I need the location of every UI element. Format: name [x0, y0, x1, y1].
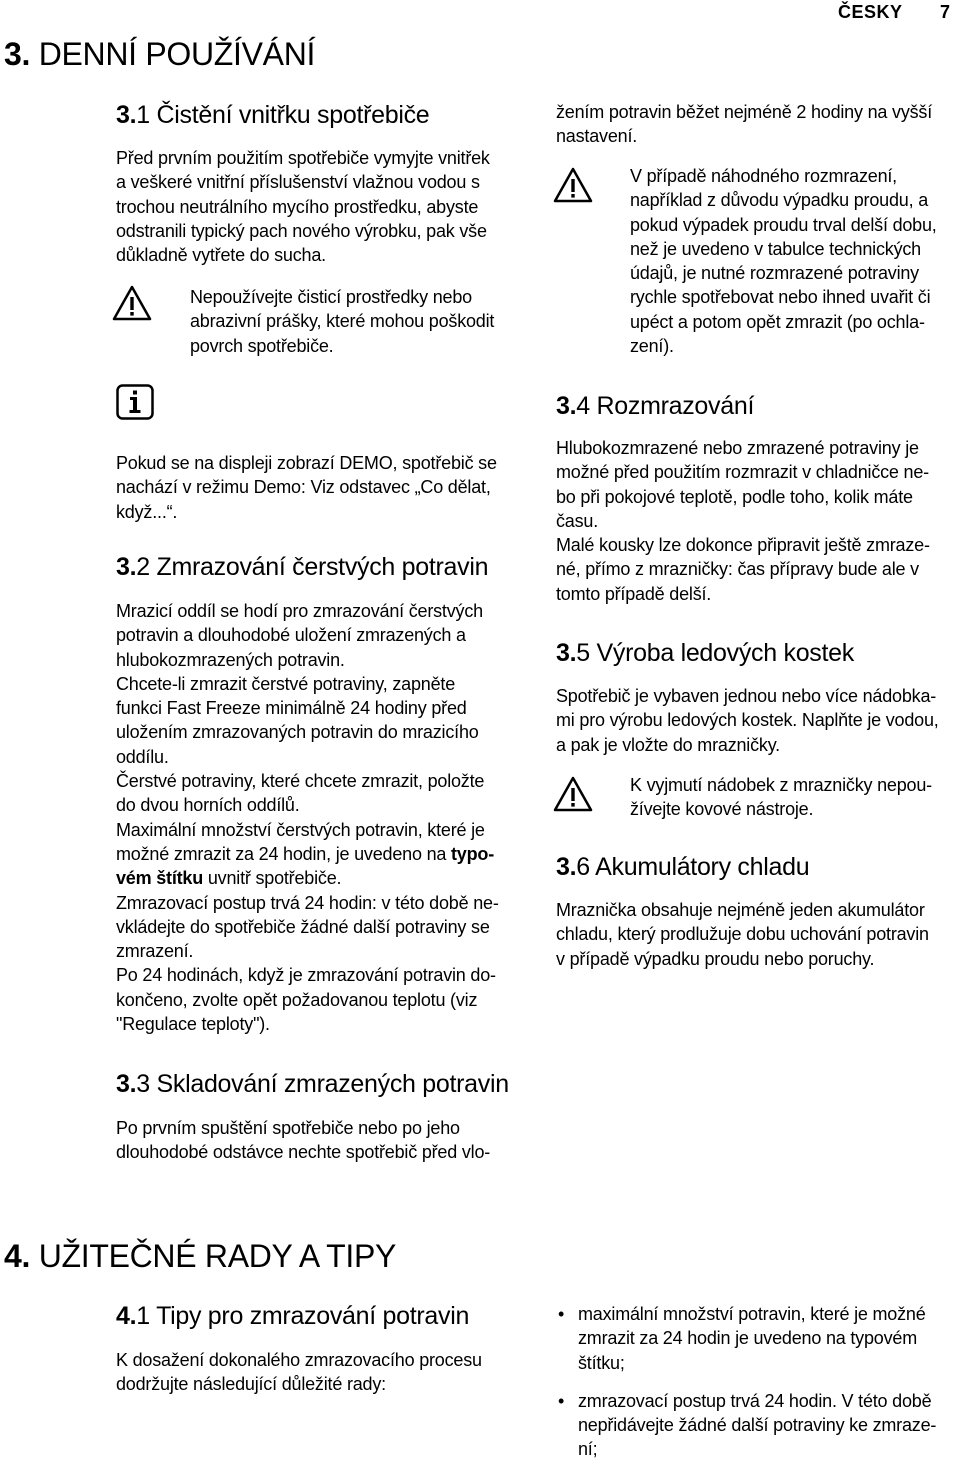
- section-3-6-text: Mraznička obsahuje nejméně jeden akumulátor chladu, který prodlužuje dobu uchování potravin v případě výpadku proudu nebo poruchy.: [556, 900, 929, 969]
- section-3-4-heading: 3.4 Rozmrazování: [556, 392, 755, 420]
- warning-icon: [112, 285, 152, 321]
- list-item: • zmrazovací postup trvá 24 hodin. V této době nepřidávejte žádné další potraviny ke zmraze- ní;: [558, 1389, 936, 1462]
- section-3-1-heading: 3.1 Čistění vnitřku spotřebiče: [116, 101, 430, 129]
- info-icon: [116, 384, 154, 420]
- section-3-4-text: Hlubokozmrazené nebo zmrazené potraviny je možné před použitím rozmrazit v chladničce ne- bo při pokojové teplotě, podle toho, kolik máte času. Malé kousky lze dokonce připravit ještě zmraze- né, přímo z mrazničky: čas přípravy bude ale v tomto případě delší.: [556, 438, 930, 604]
- warning-icon: [553, 167, 593, 203]
- section-3-3-text-cont: žením potravin běžet nejméně 2 hodiny na vyšší nastavení.: [556, 102, 933, 147]
- section-3-5-text: Spotřebič je vybaven jednou nebo více nádobka- mi pro výrobu ledových kostek. Naplňte je vodou, a pak je vložte do mrazničky.: [556, 686, 939, 755]
- section-4-1-text: K dosažení dokonalého zmrazovacího procesu dodržujte následující důležité rady:: [116, 1350, 482, 1395]
- info-text-demo: Pokud se na displeji zobrazí DEMO, spotřebič se nachází v režimu Demo: Viz odstavec „Co dělat, když...“.: [116, 453, 497, 522]
- section-3-3-heading: 3.3 Skladování zmrazených potravin: [116, 1070, 509, 1098]
- section-4-title: 4. UŽITEČNÉ RADY A TIPY: [4, 1238, 397, 1274]
- section-3-1-text: Před prvním použitím spotřebiče vymyjte vnitřek a veškeré vnitřní příslušenství vlažnou vodou s trochou neutrálního mycího prostředku, abyste odstranili typický pach nového výrobku, pak vše důkladně vytřete do sucha.: [116, 148, 490, 266]
- list-item: • maximální množství potravin, které je možné zmrazit za 24 hodin je uvedeno na typovém štítku;: [558, 1302, 936, 1375]
- section-3-2-text: Mrazicí oddíl se hodí pro zmrazování čerstvých potravin a dlouhodobé uložení zmrazených a hlubokozmrazených potravin. Chcete-li zmrazit čerstvé potraviny, zapněte funkci Fast Freeze minimálně 24 hodiny před uložením zmrazovaných potravin do mrazicího oddílu. Čerstvé potraviny, které chcete zmrazit, položte do dvou horních oddílů. Maximální množství čerstvých potravin, které je možné zmrazit za 24 hodin, je uvedeno na typo- vém štítku uvnitř spotřebiče. Zmrazovací postup trvá 24 hodin: v této době ne- vkládejte do spotřebiče žádné další potraviny se zmrazení. Po 24 hodinách, když je zmrazování potravin do- končeno, zvolte opět požadovanou teplotu (viz "Regulace teploty").: [116, 601, 499, 1035]
- page-number: 7: [940, 2, 951, 22]
- section-3-3-text: Po prvním spuštění spotřebiče nebo po jeho dlouhodobé odstávce nechte spotřebič před vlo-: [116, 1118, 491, 1163]
- section-3-2-heading: 3.2 Zmrazování čerstvých potravin: [116, 553, 489, 581]
- warning-text-cleaning: Nepoužívejte čisticí prostředky nebo abrazivní prášky, které mohou poškodit povrch spotřebiče.: [190, 287, 495, 356]
- section-3-5-heading: 3.5 Výroba ledových kostek: [556, 639, 854, 667]
- language-label: ČESKY: [838, 2, 903, 22]
- tips-bullet-list: [558, 1302, 936, 1476]
- warning-icon: [553, 776, 593, 812]
- section-3-title: 3. DENNÍ POUŽÍVÁNÍ: [4, 36, 316, 72]
- warning-text-defrost: V případě náhodného rozmrazení, například z důvodu výpadku proudu, a pokud výpadek proudu trval delší dobu, než je uvedeno v tabulce technických údajů, je nutné rozmrazené potraviny rychle spotřebovat nebo ihned uvařit či upéct a potom opět zmrazit (po ochla- zení).: [630, 166, 937, 357]
- section-3-6-heading: 3.6 Akumulátory chladu: [556, 853, 810, 881]
- section-4-1-heading: 4.1 Tipy pro zmrazování potravin: [116, 1302, 470, 1330]
- warning-text-ice-trays: K vyjmutí nádobek z mrazničky nepou- žívejte kovové nástroje.: [630, 775, 932, 820]
